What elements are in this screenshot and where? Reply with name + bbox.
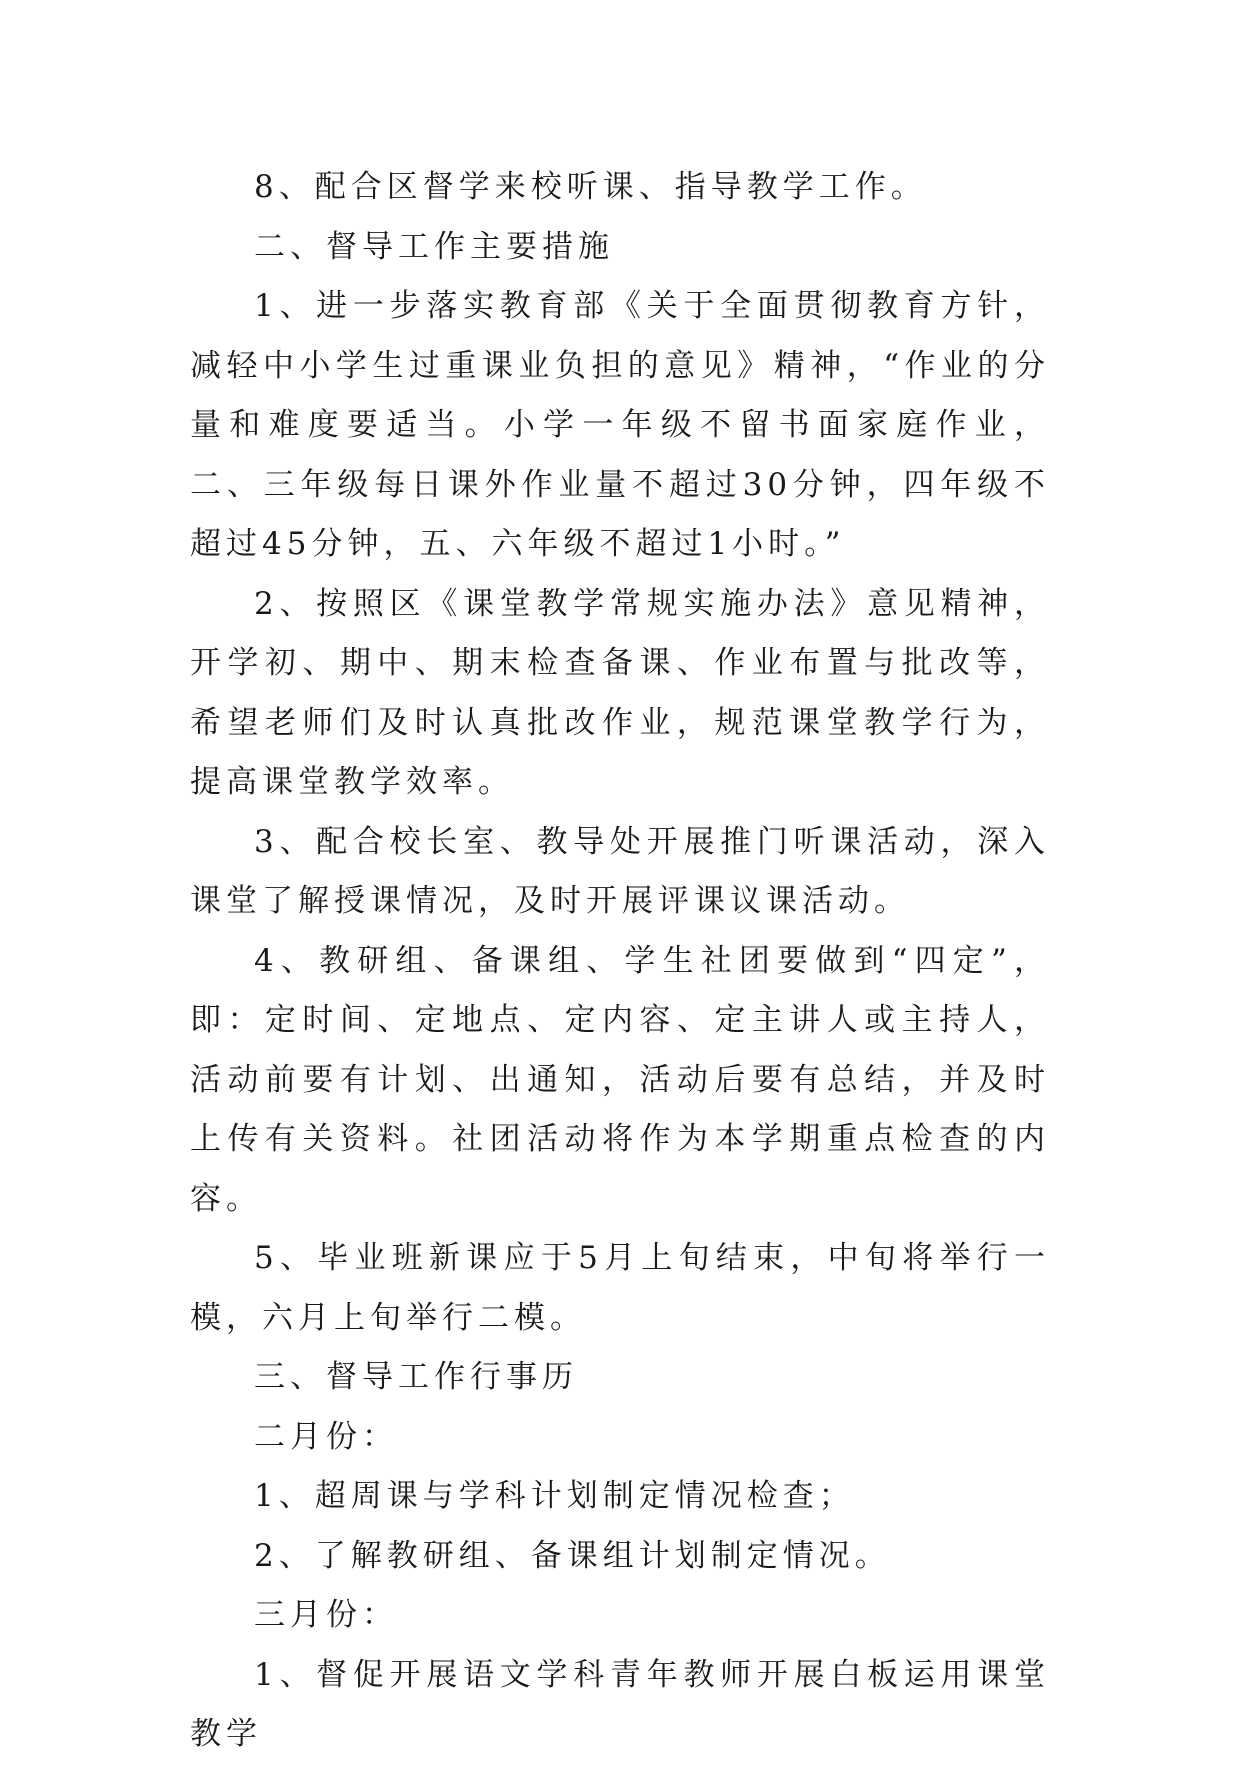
february-item-1: 1、超周课与学科计划制定情况检查； [254, 1478, 855, 1514]
march-item-1: 1、督促开展语文学科青年教师开展白板运用课堂教学 [190, 1656, 1050, 1752]
document-page [190, 158, 1050, 1765]
paragraph-item-8: 8、配合区督学来校听课、指导教学工作。 [254, 169, 927, 205]
section-heading-measures: 二、督导工作主要措施 [254, 228, 614, 265]
february-item-2: 2、了解教研组、备课组计划制定情况。 [254, 1537, 891, 1574]
month-heading-february: 二月份： [254, 1418, 398, 1455]
month-heading-march: 三月份： [254, 1597, 398, 1633]
paragraph-measure-5: 5、毕业班新课应于5月上旬结束，中旬将举行一模，六月上旬举行二模。 [190, 1240, 1050, 1336]
paragraph-measure-1: 1、进一步落实教育部《关于全面贯彻教育方针，减轻中小学生过重课业负担的意见》精神，“作业的分量和难度要适当。小学一年级不留书面家庭作业，二、三年级每日课外作业量不超过30分钟，四年级不超过45分钟，五、六年级不超过1小时。” [190, 288, 1050, 562]
paragraph-measure-3: 3、配合校长室、教导处开展推门听课活动，深入课堂了解授课情况，及时开展评课议课活动。 [190, 823, 1050, 919]
paragraph-measure-2: 2、按照区《课堂教学常规实施办法》意见精神，开学初、期中、期末检查备课、作业布置与批改等，希望老师们及时认真批改作业，规范课堂教学行为，提高课堂教学效率。 [190, 585, 1050, 800]
section-heading-calendar: 三、督导工作行事历 [254, 1359, 578, 1395]
paragraph-measure-4: 4、教研组、备课组、学生社团要做到“四定”，即：定时间、定地点、定内容、定主讲人或主持人，活动前要有计划、出通知，活动后要有总结，并及时上传有关资料。社团活动将作为本学期重点检查的内容。 [190, 942, 1050, 1217]
